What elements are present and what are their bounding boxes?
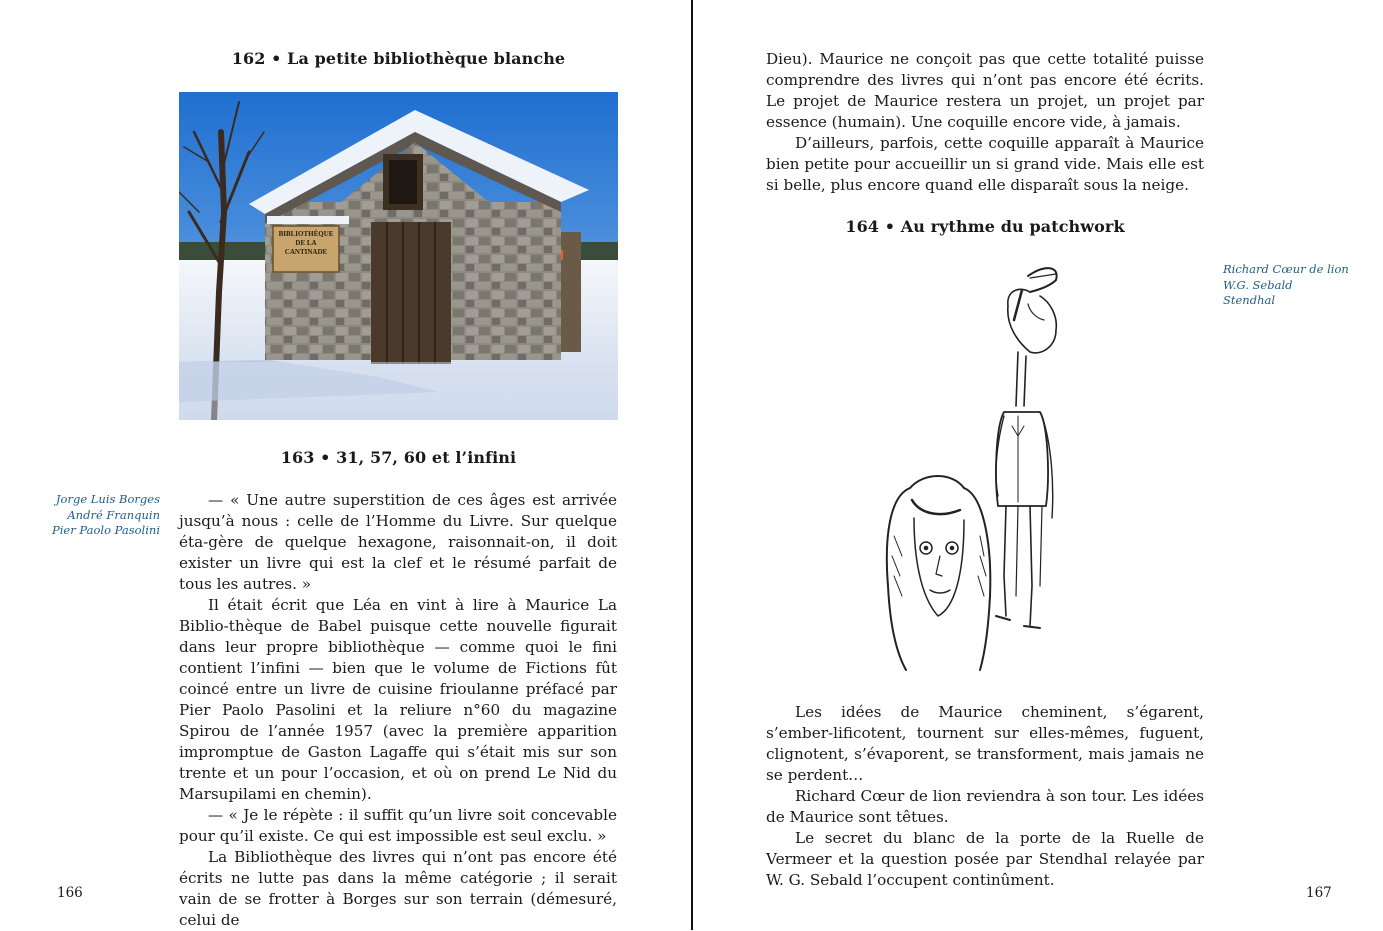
paragraph: D’ailleurs, parfois, cette coquille apparaît à Maurice bien petite pour accueillir un si grand vide. Mais elle est si belle, plus encore quand elle disparaît sous la neige.	[766, 134, 1204, 194]
paragraph: Richard Cœur de lion reviendra à son tour. Les idées de Maurice sont têtues.	[766, 787, 1204, 826]
margin-names-right	[1223, 262, 1349, 309]
heading-163: 163 • 31, 57, 60 et l’infini	[280, 448, 517, 467]
paragraph: Les idées de Maurice cheminent, s’égarent, s’ember-lificotent, tournent sur elles-mêmes, fuguent, clignotent, s’évaporent, se transforment, mais jamais ne se perdent…	[766, 703, 1204, 784]
section-164-text	[766, 702, 1204, 891]
margin-name: Stendhal	[1223, 293, 1276, 307]
paragraph: Dieu). Maurice ne conçoit pas que cette totalité puisse comprendre des livres qui n’ont pas encore été écrits. Le projet de Maurice restera un projet, un projet par essence (humain). Une coquille encore vide, à jamais.	[766, 50, 1204, 131]
paragraph: Le secret du blanc de la porte de la Ruelle de Vermeer et la question posée par Stendhal relayée par W. G. Sebald l’occupent continûment.	[766, 829, 1204, 889]
pencil-drawing-two-figures	[880, 256, 1060, 676]
photo-sign-line: CANTINADE	[284, 248, 328, 256]
continued-text	[766, 49, 1204, 196]
paragraph: La Bibliothèque des livres qui n’ont pas encore été écrits ne lutte pas dans la même catégorie ; il serait vain de se frotter à Borges sur son terrain (démesuré, celui de	[179, 848, 617, 929]
photo-sign-line: BIBLIOTHÈQUE	[278, 230, 334, 238]
margin-name: André Franquin	[67, 507, 160, 522]
paragraph: — « Je le répète : il suffit qu’un livre soit concevable pour qu’il existe. Ce qui est impossible est seul exclu. »	[179, 806, 617, 845]
paragraph: — « Une autre superstition de ces âges est arrivée jusqu’à nous : celle de l’Homme du Livre. Sur quelque éta-gère de quelque hexagone, raisonnait-on, il doit exister un livre qui est la clef et le résumé parfait de tous les autres. »	[179, 491, 617, 593]
paragraph: Il était écrit que Léa en vint à lire à Maurice La Biblio-thèque de Babel puisque cette nouvelle figurait dans leur propre bibliothèque — comme quoi le fini contient l’infini — bien que le volume de Fictions fût coincé entre un livre de cuisine frioulanne préfacé par Pier Paolo Pasolini et la reliure n°60 du magazine Spirou de l’année 1957 (avec la première apparition impromptue de Gaston Lagaffe qui s’était mis sur son trente et un pour l’occasion, et où on prend Le Nid du Marsupilami en chemin).	[179, 596, 617, 803]
heading-164: 164 • Au rythme du patchwork	[845, 217, 1125, 236]
page-number-left: 166	[57, 885, 83, 901]
photo-sign-line: DE LA	[295, 239, 317, 247]
page-number-right: 167	[1306, 885, 1332, 901]
margin-name: W.G. Sebald	[1223, 277, 1293, 292]
margin-name: Richard Cœur de lion	[1223, 262, 1349, 276]
margin-name: Pier Paolo Pasolini	[52, 523, 160, 537]
margin-name: Jorge Luis Borges	[55, 492, 160, 506]
heading-162: 162 • La petite bibliothèque blanche	[231, 49, 566, 68]
